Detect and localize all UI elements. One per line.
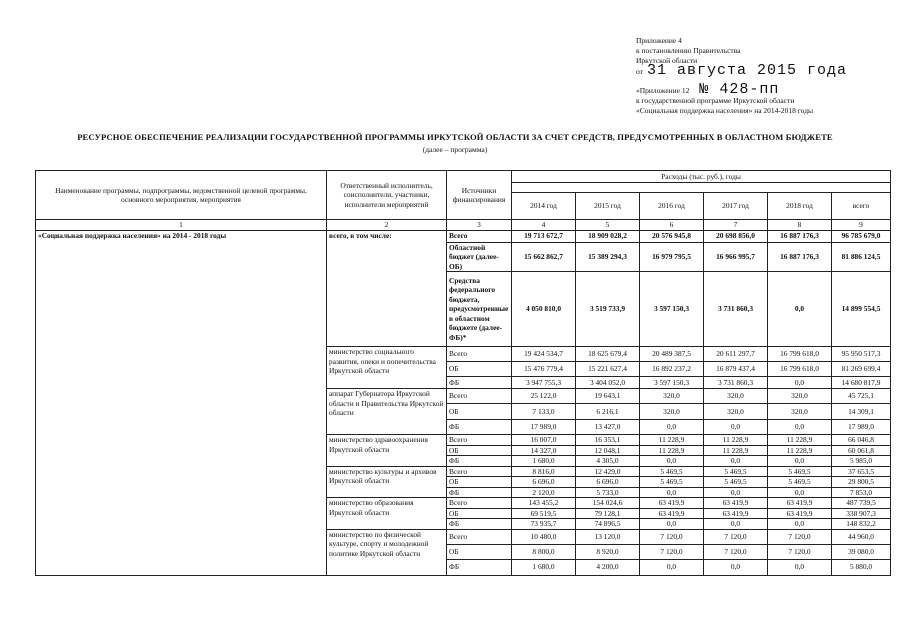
value-cell: 0,0 xyxy=(704,487,768,498)
value-cell: 19 643,1 xyxy=(576,389,640,404)
value-cell: 3 597 150,3 xyxy=(640,272,704,347)
value-cell: 69 519,5 xyxy=(512,508,576,519)
value-cell: 17 989,0 xyxy=(832,420,891,435)
from-label: от xyxy=(636,67,643,76)
executor-cell: министерство образования Иркутской области xyxy=(327,498,447,530)
source-cell: ФБ xyxy=(447,456,512,467)
value-cell: 6 216,1 xyxy=(576,404,640,420)
value-cell: 60 061,8 xyxy=(832,445,891,456)
year-header: 2017 год xyxy=(704,193,768,220)
value-cell: 0,0 xyxy=(768,272,832,347)
source-cell: ФБ xyxy=(447,519,512,530)
value-cell: 143 455,2 xyxy=(512,498,576,509)
value-cell: 1 680,0 xyxy=(512,456,576,467)
value-cell: 0,0 xyxy=(768,420,832,435)
source-cell: ФБ xyxy=(447,559,512,575)
value-cell: 4 305,0 xyxy=(576,456,640,467)
executor-cell: министерство здравоохранения Иркутской области xyxy=(327,435,447,467)
region-label: Иркутской области xyxy=(636,56,698,65)
program-name-cell: «Социальная поддержка населения» на 2014 - 2018 годы xyxy=(36,230,327,575)
appendix-label: Приложение 4 xyxy=(636,36,682,45)
value-cell: 0,0 xyxy=(640,487,704,498)
value-cell: 320,0 xyxy=(768,404,832,420)
value-cell: 7 120,0 xyxy=(768,544,832,559)
value-cell: 63 419,9 xyxy=(704,498,768,509)
source-cell: ФБ xyxy=(447,377,512,389)
value-cell: 7 853,0 xyxy=(832,487,891,498)
column-number-row xyxy=(36,220,891,231)
year-header: всего xyxy=(832,193,891,220)
value-cell: 14 309,1 xyxy=(832,404,891,420)
value-cell: 5 733,0 xyxy=(576,487,640,498)
document-subtitle: (далее – программа) xyxy=(422,145,488,154)
value-cell: 11 228,9 xyxy=(704,445,768,456)
value-cell: 7 133,0 xyxy=(512,404,576,420)
value-cell: 148 832,2 xyxy=(832,519,891,530)
value-cell: 487 739,5 xyxy=(832,498,891,509)
value-cell: 11 228,9 xyxy=(640,435,704,446)
value-cell: 16 966 995,7 xyxy=(704,242,768,272)
source-cell: ОБ xyxy=(447,404,512,420)
value-cell: 14 899 554,5 xyxy=(832,272,891,347)
value-cell: 13 120,0 xyxy=(576,529,640,544)
value-cell: 8 816,0 xyxy=(512,466,576,477)
source-cell: Всего xyxy=(447,529,512,544)
value-cell: 16 007,0 xyxy=(512,435,576,446)
year-header: 2015 год xyxy=(576,193,640,220)
value-cell: 15 221 627,4 xyxy=(576,362,640,377)
value-cell: 320,0 xyxy=(704,404,768,420)
value-cell: 3 404 052,0 xyxy=(576,377,640,389)
value-cell: 20 576 945,8 xyxy=(640,230,704,242)
value-cell: 63 419,9 xyxy=(640,498,704,509)
value-cell: 5 469,5 xyxy=(768,466,832,477)
header-row-1 xyxy=(36,171,891,183)
executor-cell: аппарат Губернатора Иркутской области и Правительства Иркутской области xyxy=(327,389,447,435)
value-cell: 0,0 xyxy=(704,456,768,467)
value-cell: 17 989,0 xyxy=(512,420,576,435)
value-cell: 19 713 672,7 xyxy=(512,230,576,242)
value-cell: 14 327,0 xyxy=(512,445,576,456)
value-cell: 3 947 755,3 xyxy=(512,377,576,389)
value-cell: 63 419,9 xyxy=(704,508,768,519)
source-cell: Областной бюджет (далее-ОБ) xyxy=(447,242,512,272)
value-cell: 16 879 437,4 xyxy=(704,362,768,377)
value-cell: 12 048,1 xyxy=(576,445,640,456)
value-cell: 320,0 xyxy=(640,404,704,420)
value-cell: 10 480,0 xyxy=(512,529,576,544)
value-cell: 0,0 xyxy=(768,559,832,575)
value-cell: 5 469,5 xyxy=(768,477,832,488)
column-number: 4 xyxy=(512,220,576,231)
value-cell: 20 611 297,7 xyxy=(704,347,768,362)
value-cell: 4 050 810,0 xyxy=(512,272,576,347)
approval-header xyxy=(636,36,896,116)
executor-cell: министерство по физической культуре, спорту и молодежной политике Иркутской области xyxy=(327,529,447,575)
value-cell: 63 419,9 xyxy=(768,498,832,509)
value-cell: 5 880,0 xyxy=(832,559,891,575)
source-cell: Всего xyxy=(447,389,512,404)
value-cell: 0,0 xyxy=(704,420,768,435)
value-cell: 16 892 237,2 xyxy=(640,362,704,377)
value-cell: 5 469,5 xyxy=(640,466,704,477)
col-header-expenses: Расходы (тыс. руб.), годы xyxy=(512,171,891,183)
value-cell: 20 489 387,5 xyxy=(640,347,704,362)
source-cell: Всего xyxy=(447,466,512,477)
value-cell: 7 120,0 xyxy=(704,544,768,559)
summary-row xyxy=(36,230,891,242)
value-cell: 25 122,0 xyxy=(512,389,576,404)
value-cell: 45 725,1 xyxy=(832,389,891,404)
value-cell: 95 950 517,3 xyxy=(832,347,891,362)
col-header-executor: Ответственный исполнитель, соисполнители, участники, исполнители мероприятий xyxy=(327,171,447,220)
value-cell: 73 935,7 xyxy=(512,519,576,530)
table-body xyxy=(36,171,891,576)
value-cell: 5 469,5 xyxy=(704,477,768,488)
value-cell: 2 120,0 xyxy=(512,487,576,498)
value-cell: 63 419,9 xyxy=(640,508,704,519)
value-cell: 0,0 xyxy=(640,420,704,435)
value-cell: 5 469,5 xyxy=(704,466,768,477)
column-number: 2 xyxy=(327,220,447,231)
total-label-cell: всего, в том числе: xyxy=(327,230,447,347)
value-cell: 19 424 534,7 xyxy=(512,347,576,362)
value-cell: 8 920,0 xyxy=(576,544,640,559)
value-cell: 320,0 xyxy=(768,389,832,404)
document-title: РЕСУРСНОЕ ОБЕСПЕЧЕНИЕ РЕАЛИЗАЦИИ ГОСУДАРСТВЕННОЙ ПРОГРАММЫ ИРКУТСКОЙ ОБЛАСТИ ЗА СЧЕТ СРЕДСТВ, ПРЕДУСМОТРЕННЫХ В ОБЛАСТНОМ БЮДЖЕТЕ xyxy=(77,132,833,142)
value-cell: 0,0 xyxy=(640,456,704,467)
value-cell: 5 985,0 xyxy=(832,456,891,467)
column-number: 8 xyxy=(768,220,832,231)
handwritten-date: 31 августа 2015 года xyxy=(646,62,847,79)
column-number: 3 xyxy=(447,220,512,231)
source-cell: ОБ xyxy=(447,445,512,456)
year-header: 2014 год xyxy=(512,193,576,220)
value-cell: 81 269 699,4 xyxy=(832,362,891,377)
value-cell: 5 469,5 xyxy=(640,477,704,488)
value-cell: 79 128,1 xyxy=(576,508,640,519)
executor-cell: министерство социального развития, опеки и попечительства Иркутской области xyxy=(327,347,447,389)
source-cell: ФБ xyxy=(447,487,512,498)
value-cell: 7 120,0 xyxy=(768,529,832,544)
value-cell: 11 228,9 xyxy=(640,445,704,456)
value-cell: 13 427,0 xyxy=(576,420,640,435)
value-cell: 320,0 xyxy=(704,389,768,404)
value-cell: 16 887 176,3 xyxy=(768,230,832,242)
value-cell: 0,0 xyxy=(768,519,832,530)
value-cell: 74 896,5 xyxy=(576,519,640,530)
value-cell: 81 886 124,5 xyxy=(832,242,891,272)
value-cell: 20 698 856,0 xyxy=(704,230,768,242)
executor-cell: министерство культуры и архивов Иркутской области xyxy=(327,466,447,498)
value-cell: 15 389 294,3 xyxy=(576,242,640,272)
value-cell: 0,0 xyxy=(768,456,832,467)
value-cell: 7 120,0 xyxy=(640,544,704,559)
value-cell: 44 960,0 xyxy=(832,529,891,544)
value-cell: 29 800,5 xyxy=(832,477,891,488)
value-cell: 18 909 028,2 xyxy=(576,230,640,242)
value-cell: 37 653,5 xyxy=(832,466,891,477)
value-cell: 320,0 xyxy=(640,389,704,404)
value-cell: 11 228,9 xyxy=(768,445,832,456)
value-cell: 338 907,3 xyxy=(832,508,891,519)
value-cell: 6 696,0 xyxy=(512,477,576,488)
source-cell: Всего xyxy=(447,435,512,446)
source-cell: ОБ xyxy=(447,362,512,377)
source-cell: ОБ xyxy=(447,508,512,519)
value-cell: 0,0 xyxy=(768,377,832,389)
program-name-label: «Социальная поддержка населения» на 2014-2018 годы xyxy=(636,106,814,115)
appendix12-label: «Приложение 12 xyxy=(636,86,690,95)
source-cell: ОБ xyxy=(447,477,512,488)
value-cell: 6 696,0 xyxy=(576,477,640,488)
value-cell: 0,0 xyxy=(640,559,704,575)
value-cell: 3 731 860,3 xyxy=(704,272,768,347)
value-cell: 11 228,9 xyxy=(768,435,832,446)
value-cell: 7 120,0 xyxy=(640,529,704,544)
column-number: 7 xyxy=(704,220,768,231)
value-cell: 0,0 xyxy=(704,519,768,530)
value-cell: 3 519 733,9 xyxy=(576,272,640,347)
value-cell: 0,0 xyxy=(704,559,768,575)
value-cell: 63 419,9 xyxy=(768,508,832,519)
value-cell: 15 476 779,4 xyxy=(512,362,576,377)
value-cell: 1 680,0 xyxy=(512,559,576,575)
column-number: 9 xyxy=(832,220,891,231)
value-cell: 0,0 xyxy=(640,519,704,530)
source-cell: Всего xyxy=(447,498,512,509)
value-cell: 16 799 618,0 xyxy=(768,362,832,377)
year-header: 2018 год xyxy=(768,193,832,220)
source-cell: ФБ xyxy=(447,420,512,435)
value-cell: 14 680 817,9 xyxy=(832,377,891,389)
value-cell: 16 979 795,5 xyxy=(640,242,704,272)
value-cell: 11 228,9 xyxy=(704,435,768,446)
to-program-label: к государственной программе Иркутской области xyxy=(636,96,795,105)
to-resolution-label: к постановлению Правительства xyxy=(636,46,741,55)
handwritten-number: № 428-пп xyxy=(699,81,780,98)
number-line xyxy=(636,81,896,98)
column-number: 5 xyxy=(576,220,640,231)
value-cell: 3 597 150,3 xyxy=(640,377,704,389)
source-cell: Всего xyxy=(447,230,512,242)
year-header: 2016 год xyxy=(640,193,704,220)
value-cell: 7 120,0 xyxy=(704,529,768,544)
column-number: 1 xyxy=(36,220,327,231)
col-header-name: Наименование программы, подпрограммы, ведомственной целевой программы, основного мероприятия, мероприятия xyxy=(36,171,327,220)
value-cell: 66 046,8 xyxy=(832,435,891,446)
value-cell: 18 625 679,4 xyxy=(576,347,640,362)
source-cell: Средства федерального бюджета, предусмотренные в областном бюджете (далее-ФБ)* xyxy=(447,272,512,347)
column-number: 6 xyxy=(640,220,704,231)
value-cell: 0,0 xyxy=(768,487,832,498)
source-cell: ОБ xyxy=(447,544,512,559)
date-line xyxy=(636,62,896,79)
value-cell: 3 731 860,3 xyxy=(704,377,768,389)
value-cell: 154 024,6 xyxy=(576,498,640,509)
value-cell: 39 080,0 xyxy=(832,544,891,559)
resource-table xyxy=(35,170,891,576)
source-cell: Всего xyxy=(447,347,512,362)
value-cell: 8 800,0 xyxy=(512,544,576,559)
value-cell: 4 200,0 xyxy=(576,559,640,575)
col-header-source: Источники финансирования xyxy=(447,171,512,220)
value-cell: 12 429,0 xyxy=(576,466,640,477)
value-cell: 16 799 618,0 xyxy=(768,347,832,362)
value-cell: 96 785 679,0 xyxy=(832,230,891,242)
value-cell: 15 662 862,7 xyxy=(512,242,576,272)
value-cell: 16 887 176,3 xyxy=(768,242,832,272)
value-cell: 16 353,1 xyxy=(576,435,640,446)
